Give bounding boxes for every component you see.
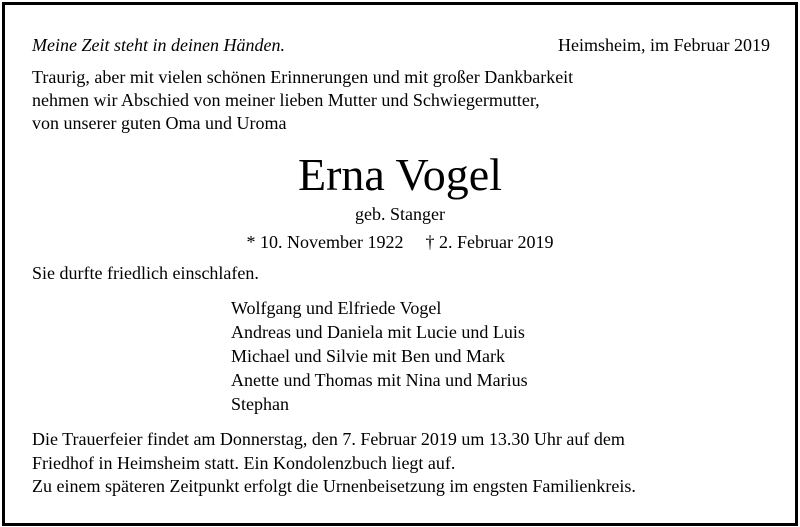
mourner-entry: Michael und Silvie mit Ben und Mark [231,346,505,366]
deceased-name: Erna Vogel [298,149,502,200]
mourners-list [231,296,528,416]
intro-line: Traurig, aber mit vielen schönen Erinnerungen und mit großer Dankbarkeit [32,67,574,87]
closing-line: Zu einem späteren Zeitpunkt erfolgt die Urnenbeisetzung im engsten Familienkreis. [32,476,636,496]
death-date: † 2. Februar 2019 [425,232,554,252]
life-dates [0,231,800,253]
mourner-entry: Wolfgang und Elfriede Vogel [231,298,442,318]
mourner-entry: Andreas und Daniela mit Lucie und Luis [231,322,525,342]
closing-line: Friedhof in Heimsheim statt. Ein Kondolenzbuch liegt auf. [32,452,456,473]
mourner-entry: Stephan [231,394,289,414]
birth-date: * 10. November 1922 [246,232,404,252]
place-date: Heimsheim, im Februar 2019 [558,35,770,55]
closing-text [32,428,636,499]
intro-text [32,66,732,135]
closing-line: Die Trauerfeier findet am Donnerstag, den 7. Februar 2019 um 13.30 Uhr auf dem [32,429,625,449]
intro-line: nehmen wir Abschied von meiner lieben Mutter und Schwiegermutter, [32,90,540,110]
motto: Meine Zeit steht in deinen Händen. [32,35,285,55]
mourner-entry: Anette und Thomas mit Nina und Marius [231,370,528,390]
peaceful-text: Sie durfte friedlich einschlafen. [32,263,259,283]
intro-line: von unserer guten Oma und Uroma [32,113,287,133]
birth-name: geb. Stanger [355,204,445,224]
